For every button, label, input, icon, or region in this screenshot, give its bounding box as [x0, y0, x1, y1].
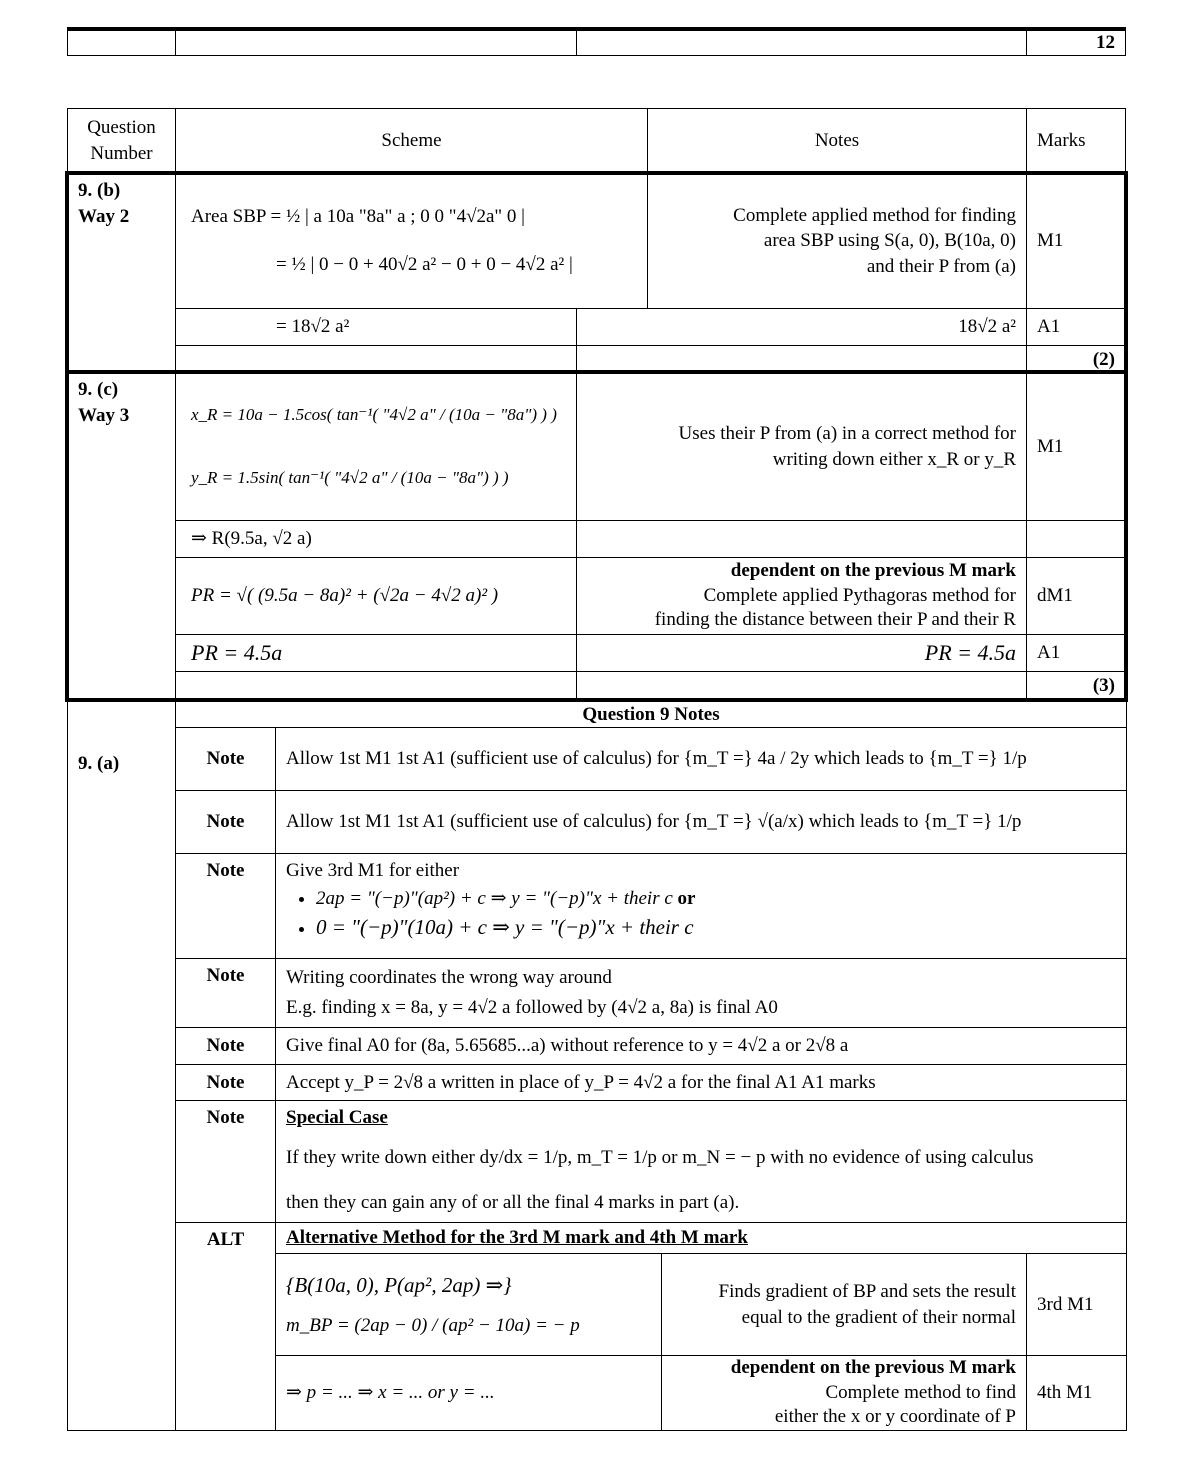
- header-scheme: Scheme: [175, 108, 648, 174]
- note-row: [275, 790, 1127, 854]
- area-expansion: = ½ | 0 − 0 + 40√2 a² − 0 + 0 − 4√2 a² |: [276, 254, 573, 275]
- note-line: dependent on the previous M mark: [730, 559, 1016, 581]
- alt-note-1: [661, 1253, 1027, 1356]
- note-row: [275, 853, 1127, 959]
- blank-cell: [175, 671, 577, 700]
- note-line: area SBP using S(a, 0), B(10a, 0): [763, 230, 1016, 252]
- question-number: 9. (c): [78, 379, 119, 400]
- header-question-number: Question Number: [67, 108, 176, 174]
- note-text: Give final A0 for (8a, 5.65685...a) without reference to y = 4√2 a or 2√8 a: [286, 1035, 849, 1057]
- note-label: Note: [175, 727, 276, 791]
- part-c-note-1: [576, 372, 1027, 521]
- y-r-equation: y_R = 1.5sin( tan⁻¹( "4√2 a" / (10a − "8a") ) ): [191, 467, 509, 487]
- alt-mark-1: 3rd M1: [1026, 1253, 1127, 1356]
- part-c-label: [67, 372, 176, 700]
- question-number: 9. (b): [78, 180, 121, 201]
- note-line: either the x or y coordinate of P: [774, 1406, 1016, 1428]
- note-label: Note: [175, 853, 276, 959]
- alt-mark-2: 4th M1: [1026, 1355, 1127, 1431]
- part-b-label: [67, 173, 176, 373]
- note-line: Uses their P from (a) in a correct method for: [678, 422, 1016, 444]
- part-c-note-2: [576, 557, 1027, 635]
- note-row: [275, 1027, 1127, 1065]
- special-case-row: [275, 1100, 1127, 1223]
- question-number: 9. (a): [78, 753, 120, 774]
- part-b-total: (2): [1026, 345, 1126, 373]
- pr-result: PR = 4.5a: [175, 634, 577, 672]
- note-line: Complete method to find: [825, 1381, 1016, 1403]
- part-c-mark-3: A1: [1026, 634, 1126, 672]
- special-case-heading: Special Case: [286, 1107, 388, 1128]
- bullet-item: [316, 913, 1116, 942]
- part-b-note-result: 18√2 a²: [576, 308, 1027, 346]
- top-cell-1: [67, 29, 176, 56]
- gradient-bp: m_BP = (2ap − 0) / (ap² − 10a) = − p: [286, 1314, 580, 1336]
- note-text: Writing coordinates the wrong way around: [286, 967, 612, 988]
- note-text: Give 3rd M1 for either: [286, 860, 460, 881]
- note-label: Note: [175, 1027, 276, 1065]
- part-b-mark-1: M1: [1026, 173, 1126, 309]
- part-c-mark-1: M1: [1026, 372, 1126, 521]
- alt-points: {B(10a, 0), P(ap², 2ap) ⇒}: [286, 1272, 512, 1297]
- note-line: Complete applied method for finding: [733, 204, 1016, 226]
- pr-equation-text: PR = √( (9.5a − 8a)² + (√2a − 4√2 a)² ): [191, 585, 499, 607]
- alt-heading: Alternative Method for the 3rd M mark and 4th M mark: [275, 1222, 1127, 1254]
- area-determinant: Area SBP = ½ | a 10a "8a" a ; 0 0 "4√2a" 0 |: [191, 206, 525, 228]
- alt-scheme-1: [275, 1253, 662, 1356]
- note-line: and their P from (a): [866, 255, 1016, 277]
- blank-cell: [576, 345, 1027, 373]
- top-cell-2: [175, 29, 577, 56]
- note-label: Note: [175, 958, 276, 1028]
- note-text: If they write down either dy/dx = 1/p, m_T = 1/p or m_N = − p with no evidence of using calculus: [286, 1146, 1034, 1168]
- note-label: Note: [175, 1100, 276, 1223]
- alt-scheme-2: ⇒ p = ... ⇒ x = ... or y = ...: [275, 1355, 662, 1431]
- note-text: Allow 1st M1 1st A1 (sufficient use of calculus) for {m_T =} 4a / 2y which leads to {m_T =} 1/p: [286, 748, 1027, 770]
- x-r-equation: x_R = 10a − 1.5cos( tan⁻¹( "4√2 a" / (10a − "8a") ) ): [191, 404, 557, 424]
- note-text: E.g. finding x = 8a, y = 4√2 a followed by (4√2 a, 8a) is final A0: [286, 997, 778, 1019]
- part-c-mark-2: dM1: [1026, 557, 1126, 635]
- or-text: or: [677, 887, 696, 909]
- header-marks: Marks: [1026, 108, 1126, 174]
- blank-cell: [1026, 520, 1126, 558]
- note-line: equal to the gradient of their normal: [741, 1306, 1016, 1328]
- part-b-scheme: [175, 173, 648, 309]
- note-line: Complete applied Pythagoras method for: [703, 584, 1016, 606]
- note-line: Finds gradient of BP and sets the result: [718, 1280, 1016, 1302]
- blank-cell: [576, 520, 1027, 558]
- note-bullets: [286, 886, 1116, 942]
- note-row: [275, 727, 1127, 791]
- header-notes: Notes: [647, 108, 1027, 174]
- bullet-item: [316, 886, 1116, 912]
- note-label: Note: [175, 790, 276, 854]
- note-line: finding the distance between their P and their R: [654, 609, 1016, 631]
- blank-cell: [576, 671, 1027, 700]
- part-c-note-3: PR = 4.5a: [576, 634, 1027, 672]
- note-text: Allow 1st M1 1st A1 (sufficient use of calculus) for {m_T =} √(a/x) which leads to {m_T =} 1/p: [286, 811, 1022, 833]
- notes-question-column: [67, 700, 176, 1431]
- part-b-note: [647, 173, 1027, 309]
- note-line: dependent on the previous M mark: [730, 1356, 1016, 1378]
- notes-title: Question 9 Notes: [175, 700, 1127, 728]
- blank-cell: [175, 345, 577, 373]
- part-b-scheme-result: = 18√2 a²: [175, 308, 577, 346]
- note-text: then they can gain any of or all the final 4 marks in part (a).: [286, 1192, 740, 1214]
- notes-question-label: [78, 751, 165, 777]
- pr-equation: [175, 557, 577, 635]
- top-cell-3: [576, 29, 1027, 56]
- note-line: writing down either x_R or y_R: [772, 448, 1016, 470]
- bullet-text: 2ap = "(−p)"(ap²) + c ⇒ y = "(−p)"x + their c: [316, 887, 673, 909]
- part-c-total: (3): [1026, 671, 1126, 700]
- alt-note-2: [661, 1355, 1027, 1431]
- way-label: Way 2: [78, 205, 130, 227]
- r-point: ⇒ R(9.5a, √2 a): [175, 520, 577, 558]
- way-label: Way 3: [78, 404, 130, 426]
- alt-label: ALT: [175, 1222, 276, 1431]
- page-number: 12: [1026, 29, 1126, 56]
- bullet-text: 0 = "(−p)"(10a) + c ⇒ y = "(−p)"x + their c: [316, 915, 694, 940]
- note-text: Accept y_P = 2√8 a written in place of y_P = 4√2 a for the final A1 A1 marks: [286, 1071, 876, 1093]
- note-row: [275, 1064, 1127, 1101]
- part-b-mark-2: A1: [1026, 308, 1126, 346]
- part-c-scheme-1: [175, 372, 577, 521]
- note-row: [275, 958, 1127, 1028]
- note-label: Note: [175, 1064, 276, 1101]
